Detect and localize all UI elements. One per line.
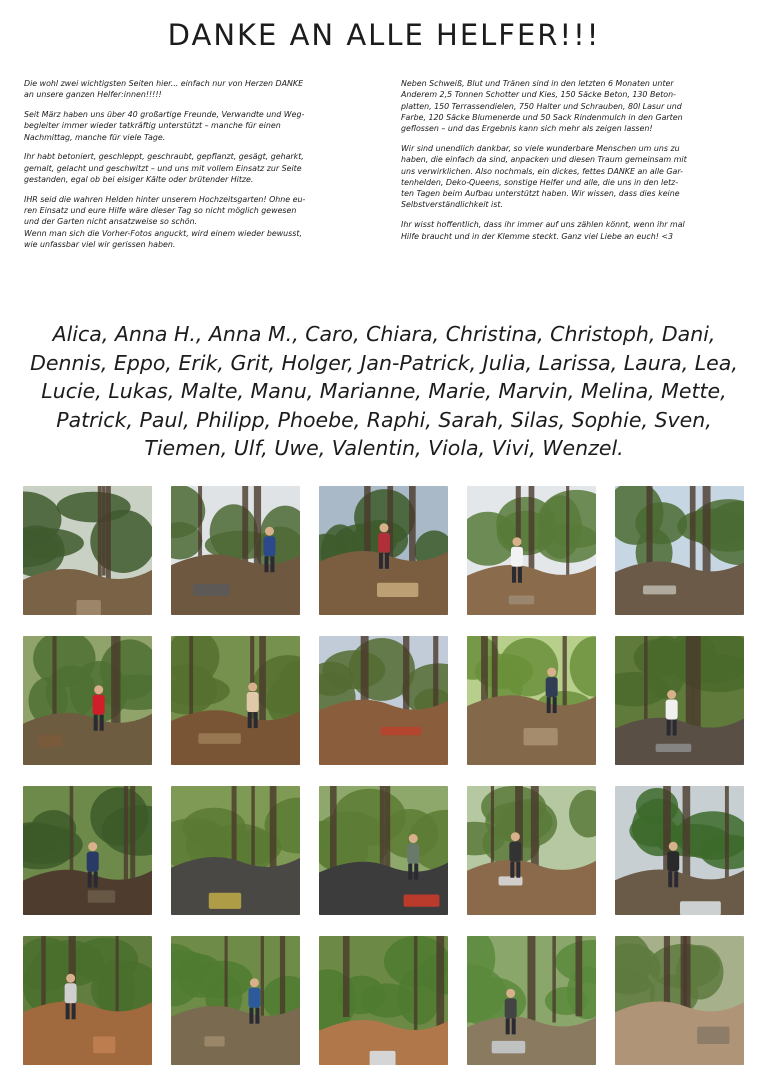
garden-photo — [467, 636, 596, 765]
garden-photo — [171, 936, 300, 1065]
right-paragraph: Wir sind unendlich dankbar, so viele wunderbare Menschen um uns zu haben, die einfach da sind, anpacken und diesen Traum gemeinsam mit uns verwirklichen. Also nochmals, ein dickes, fettes DANKE an alle Gar- tenhelden, Deko-Queens, sonstige Helfer und alle, die uns in den letz- ten Tagen beim Aufbau unterstützt haben. Wir wissen, dass dies keine Selbstverständlichkeit ist. — [401, 143, 687, 210]
garden-photo — [319, 786, 448, 915]
garden-photo — [467, 936, 596, 1065]
garden-photo — [615, 486, 744, 615]
garden-photo — [171, 486, 300, 615]
garden-photo — [23, 786, 152, 915]
garden-photo — [615, 786, 744, 915]
left-column — [24, 78, 369, 303]
page-title: DANKE AN ALLE HELFER!!! — [167, 18, 601, 52]
garden-photo — [171, 636, 300, 765]
garden-photo — [319, 636, 448, 765]
right-paragraph: Neben Schweiß, Blut und Tränen sind in den letzten 6 Monaten unter Anderem 2,5 Tonnen Schotter und Kies, 150 Säcke Beton, 130 Beton- platten, 150 Terrassendielen, 750 Halter und Schrauben, 80l Lasur und Farbe, 120 Säcke Blumenerde und 50 Sack Rindenmulch in den Garten geflossen – und das Ergebnis kann sich mehr als zeigen lassen! — [401, 79, 683, 134]
garden-photo — [171, 786, 300, 915]
garden-photo — [319, 486, 448, 615]
left-paragraph: Die wohl zwei wichtigsten Seiten hier... einfach nur von Herzen DANKE an unsere ganzen Helfer:innen!!!!! — [24, 79, 304, 100]
right-paragraph: Ihr wisst hoffentlich, dass ihr immer auf uns zählen könnt, wenn ihr mal Hilfe braucht und in der Klemme steckt. Ganz viel Liebe an euch! <3 — [401, 220, 685, 241]
garden-photo — [467, 486, 596, 615]
garden-photo — [615, 636, 744, 765]
garden-photo — [615, 936, 744, 1065]
left-paragraph: Seit März haben uns über 40 großartige Freunde, Verwandte und Weg- begleiter immer wieder tatkräftig unterstützt – manche für einen Nachmittag, manche für viele Tage. — [24, 110, 305, 142]
garden-photo — [467, 786, 596, 915]
garden-photo — [319, 936, 448, 1065]
garden-photo — [23, 936, 152, 1065]
left-paragraph: Ihr habt betoniert, geschleppt, geschraubt, gepflanzt, gesägt, geharkt, gemalt, gelacht und geschwitzt – und uns mit vollem Einsatz zur Seite gestanden, egal ob bei eisiger Kälte oder brütender Hitze. — [24, 152, 304, 185]
text-columns — [24, 78, 746, 303]
garden-photo — [23, 636, 152, 765]
photo-grid — [23, 486, 745, 1065]
garden-photo — [23, 486, 152, 615]
right-column — [401, 78, 746, 303]
helpers-names: Alica, Anna H., Anna M., Caro, Chiara, Christina, Christoph, Dani, Dennis, Eppo, Erik, Grit, Holger, Jan-Patrick, Julia, Larissa, Laura, Lea, Lucie, Lukas, Malte, Manu, Marianne, Marie, Marvin, Melina, Mette, Patrick, Paul, Philipp, Phoebe, Raphi, Sarah, Silas, Sophie, Sven, Tiemen, Ulf, Uwe, Valentin, Viola, Vivi, Wenzel. — [30, 322, 738, 460]
left-paragraph: IHR seid die wahren Helden hinter unserem Hochzeitsgarten! Ohne eu- ren Einsatz und eure Hilfe wäre dieser Tag so nicht möglich gewesen und der Garten nicht ansatzweise so schön. Wenn man sich die Vorher-Fotos anguckt, wird einem wieder bewusst, wie unfassbar viel wir gerissen haben. — [24, 194, 306, 250]
